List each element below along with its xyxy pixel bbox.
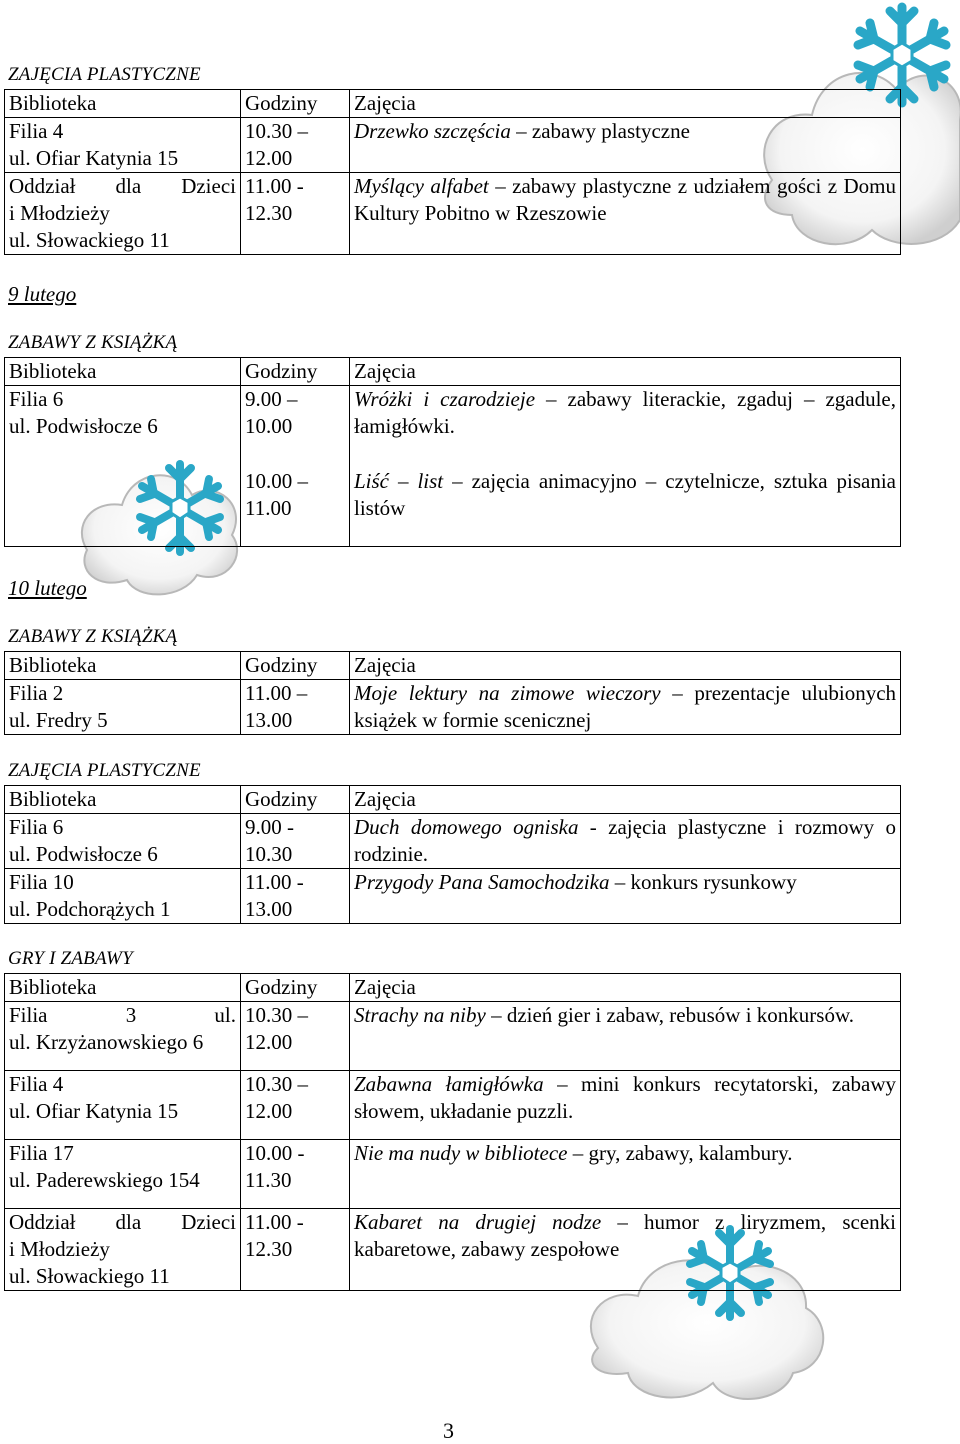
header-biblioteka: Biblioteka bbox=[5, 974, 241, 1002]
library-cell bbox=[5, 1002, 241, 1071]
table-row bbox=[5, 1140, 901, 1209]
header-zajecia: Zajęcia bbox=[350, 652, 901, 680]
activity-title: Wróżki i czarodzieje bbox=[354, 387, 536, 411]
hours-end: 11.30 bbox=[245, 1168, 292, 1192]
activity-desc: – prezentacje ulubionych książek w formie scenicznej bbox=[354, 681, 897, 732]
library-cell bbox=[5, 173, 241, 255]
hours-cell bbox=[241, 118, 350, 173]
header-godziny: Godziny bbox=[241, 974, 350, 1002]
hours-end: 12.30 bbox=[245, 1237, 293, 1261]
section-category: ZAJĘCIA PLASTYCZNE bbox=[8, 760, 201, 781]
hours-start: 10.30 – bbox=[245, 1003, 308, 1027]
library-cell bbox=[5, 386, 241, 547]
library-cell bbox=[5, 814, 241, 869]
activity-cell bbox=[350, 1140, 901, 1209]
activity-desc: – zabawy literackie, zgaduj – zgadule, łamigłówki. bbox=[354, 387, 897, 438]
hours-start: 10.00 - bbox=[245, 1141, 305, 1165]
table-row bbox=[5, 814, 901, 869]
library-name: Filia 17 bbox=[9, 1141, 74, 1165]
hours-cell bbox=[241, 680, 350, 735]
header-godziny: Godziny bbox=[241, 786, 350, 814]
library-address: ul. Podwisłocze 6 bbox=[9, 414, 158, 438]
activity-desc: – mini konkurs recytatorski, zabawy słowem, układanie puzzli. bbox=[354, 1072, 897, 1123]
library-name: Oddział dla Dzieci bbox=[9, 1210, 236, 1234]
library-name: Filia 6 bbox=[9, 815, 64, 839]
library-address: ul. Ofiar Katynia 15 bbox=[9, 146, 179, 170]
activity-desc: – zabawy plastyczne bbox=[516, 119, 690, 143]
library-name: Filia 10 bbox=[9, 870, 74, 894]
library-cell bbox=[5, 1140, 241, 1209]
date-heading: 10 lutego bbox=[8, 576, 87, 600]
hours-end: 11.00 bbox=[245, 496, 292, 520]
hours-start: 11.00 - bbox=[245, 1210, 304, 1234]
table-header-row bbox=[5, 974, 901, 1002]
activity-title: Duch domowego ogniska - bbox=[354, 815, 597, 839]
library-address: ul. Fredry 5 bbox=[9, 708, 108, 732]
header-biblioteka: Biblioteka bbox=[5, 786, 241, 814]
table-header-row bbox=[5, 358, 901, 386]
library-address: ul. Podchorążych 1 bbox=[9, 897, 171, 921]
activity-title: Strachy na niby bbox=[354, 1003, 486, 1027]
library-cell bbox=[5, 680, 241, 735]
date-heading: 9 lutego bbox=[8, 282, 77, 306]
hours-start: 9.00 – bbox=[245, 387, 298, 411]
hours-end: 10.30 bbox=[245, 842, 293, 866]
activity-desc: – zajęcia animacyjno – czytelnicze, sztuka pisania listów bbox=[354, 469, 897, 520]
library-name-cont: i Młodzieży bbox=[9, 201, 110, 225]
header-zajecia: Zajęcia bbox=[350, 974, 901, 1002]
header-biblioteka: Biblioteka bbox=[5, 652, 241, 680]
library-address: ul. Paderewskiego 154 bbox=[9, 1168, 200, 1192]
library-name-cont: i Młodzieży bbox=[9, 1237, 110, 1261]
hours-start: 10.30 – bbox=[245, 119, 308, 143]
header-godziny: Godziny bbox=[241, 358, 350, 386]
table-header-row bbox=[5, 652, 901, 680]
hours-cell bbox=[241, 386, 350, 469]
header-zajecia: Zajęcia bbox=[350, 90, 901, 118]
header-biblioteka: Biblioteka bbox=[5, 358, 241, 386]
activity-cell bbox=[350, 173, 901, 255]
activity-title: Nie ma nudy w bibliotece bbox=[354, 1141, 568, 1165]
section-category: ZAJĘCIA PLASTYCZNE bbox=[8, 64, 201, 85]
section-category: ZABAWY Z KSIĄŻKĄ bbox=[8, 626, 178, 647]
hours-end: 13.00 bbox=[245, 708, 293, 732]
hours-end: 13.00 bbox=[245, 897, 293, 921]
activity-cell bbox=[350, 869, 901, 924]
table-row bbox=[5, 118, 901, 173]
library-address: ul. Słowackiego 11 bbox=[9, 228, 170, 252]
schedule-table bbox=[4, 785, 901, 924]
hours-end: 10.00 bbox=[245, 414, 293, 438]
table-row bbox=[5, 1209, 901, 1291]
hours-cell bbox=[241, 1002, 350, 1071]
activity-cell bbox=[350, 1071, 901, 1140]
activity-cell bbox=[350, 118, 901, 173]
header-godziny: Godziny bbox=[241, 90, 350, 118]
table-row bbox=[5, 386, 901, 469]
table-row bbox=[5, 1071, 901, 1140]
activity-cell bbox=[350, 1209, 901, 1291]
library-name: Oddział dla Dzieci bbox=[9, 174, 236, 198]
activity-cell bbox=[350, 680, 901, 735]
library-cell bbox=[5, 869, 241, 924]
hours-end: 12.00 bbox=[245, 146, 293, 170]
activity-title: Przygody Pana Samochodzika bbox=[354, 870, 610, 894]
schedule-table bbox=[4, 357, 901, 547]
table-header-row bbox=[5, 90, 901, 118]
hours-end: 12.30 bbox=[245, 201, 293, 225]
activity-title: Moje lektury na zimowe wieczory bbox=[354, 681, 661, 705]
table-row bbox=[5, 680, 901, 735]
activity-desc: – gry, zabawy, kalambury. bbox=[572, 1141, 793, 1165]
activity-cell bbox=[350, 814, 901, 869]
hours-start: 11.00 - bbox=[245, 870, 304, 894]
library-address: ul. Ofiar Katynia 15 bbox=[9, 1099, 179, 1123]
activity-cell bbox=[350, 1002, 901, 1071]
library-cell bbox=[5, 118, 241, 173]
activity-title: Myślący alfabet bbox=[354, 174, 489, 198]
table-row bbox=[5, 173, 901, 255]
library-address: ul. Podwisłocze 6 bbox=[9, 842, 158, 866]
header-zajecia: Zajęcia bbox=[350, 358, 901, 386]
hours-start: 11.00 – bbox=[245, 681, 308, 705]
schedule-table bbox=[4, 973, 901, 1291]
activity-title: Zabawna łamigłówka bbox=[354, 1072, 544, 1096]
activity-desc: – zabawy plastyczne z udziałem gości z Domu Kultury Pobitno w Rzeszowie bbox=[354, 174, 896, 225]
hours-end: 12.00 bbox=[245, 1030, 293, 1054]
header-godziny: Godziny bbox=[241, 652, 350, 680]
hours-cell bbox=[241, 1140, 350, 1209]
library-name: Filia 4 bbox=[9, 1072, 64, 1096]
library-name: Filia 6 bbox=[9, 387, 64, 411]
hours-end: 12.00 bbox=[245, 1099, 293, 1123]
schedule-table bbox=[4, 651, 901, 735]
hours-cell bbox=[241, 1209, 350, 1291]
activity-desc: zajęcia plastyczne i rozmowy o rodzinie. bbox=[354, 815, 897, 866]
hours-start: 9.00 - bbox=[245, 815, 294, 839]
table-row bbox=[5, 869, 901, 924]
activity-desc: – konkurs rysunkowy bbox=[614, 870, 797, 894]
library-name: Filia 2 bbox=[9, 681, 64, 705]
hours-start: 10.30 – bbox=[245, 1072, 308, 1096]
header-zajecia: Zajęcia bbox=[350, 786, 901, 814]
section-category: ZABAWY Z KSIĄŻKĄ bbox=[8, 332, 178, 353]
table-row bbox=[5, 1002, 901, 1071]
table-header-row bbox=[5, 786, 901, 814]
hours-cell bbox=[241, 1071, 350, 1140]
hours-cell bbox=[241, 468, 350, 547]
activity-cell bbox=[350, 386, 901, 469]
library-cell bbox=[5, 1209, 241, 1291]
activity-title: Drzewko szczęścia bbox=[354, 119, 511, 143]
library-name: Filia 4 bbox=[9, 119, 64, 143]
activity-title: Kabaret na drugiej nodze bbox=[354, 1210, 602, 1234]
page-number: 3 bbox=[443, 1418, 454, 1443]
hours-start: 10.00 – bbox=[245, 469, 308, 493]
hours-cell bbox=[241, 869, 350, 924]
schedule-table bbox=[4, 89, 901, 255]
activity-desc: – dzień gier i zabaw, rebusów i konkursów. bbox=[491, 1003, 854, 1027]
activity-title: Liść – list bbox=[354, 469, 444, 493]
library-address: ul. Słowackiego 11 bbox=[9, 1264, 170, 1288]
activity-cell bbox=[350, 468, 901, 547]
library-cell bbox=[5, 1071, 241, 1140]
header-biblioteka: Biblioteka bbox=[5, 90, 241, 118]
activity-desc: – humor z liryzmem, scenki kabaretowe, zabawy zespołowe bbox=[354, 1210, 896, 1261]
hours-start: 11.00 - bbox=[245, 174, 304, 198]
library-address: ul. Krzyżanowskiego 6 bbox=[9, 1030, 204, 1054]
hours-cell bbox=[241, 173, 350, 255]
section-category: GRY I ZABAWY bbox=[8, 948, 133, 969]
hours-cell bbox=[241, 814, 350, 869]
library-name: Filia 3 ul. bbox=[9, 1003, 236, 1027]
